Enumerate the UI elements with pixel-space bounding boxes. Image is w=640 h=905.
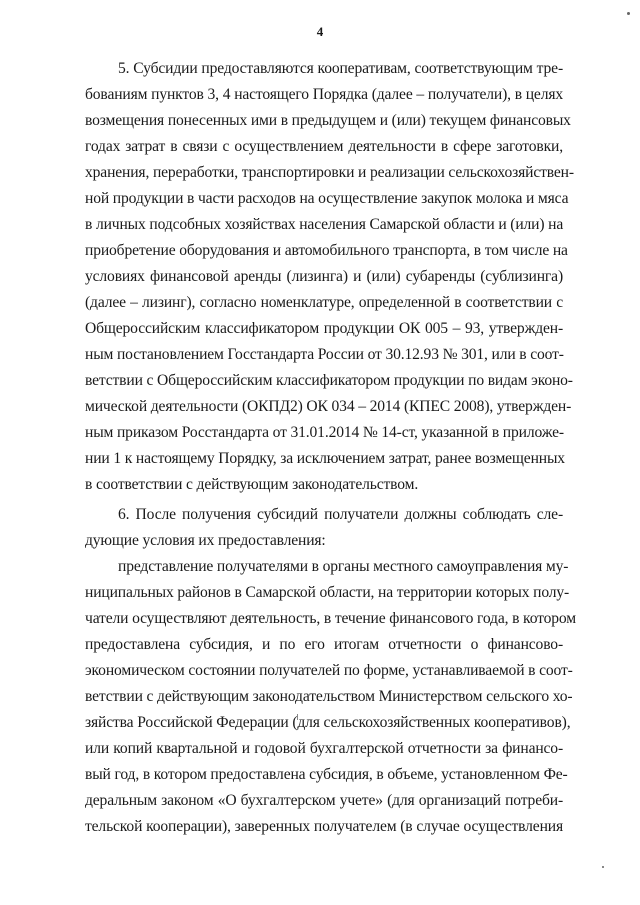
- scan-speck: [627, 12, 630, 15]
- paragraph-7-line: ниципальных районов в Самарской области, на территории которых полу-: [85, 584, 570, 601]
- scan-speck: [602, 866, 604, 868]
- paragraph-5-line: Общероссийским классификатором продукции ОК 005 – 93, утвержден-: [85, 320, 563, 337]
- paragraph-5-line: годах затрат в связи с осуществлением деятельности в сфере заготовки,: [85, 138, 563, 155]
- paragraph-7-line: вый год, в котором предоставлена субсидия, в объеме, установленном Фе-: [85, 766, 568, 783]
- paragraph-7-line: чатели осуществляют деятельность, в течение финансового года, в котором: [85, 610, 576, 627]
- page-number: 4: [316, 24, 324, 39]
- paragraph-5-line: ным постановлением Госстандарта России от 30.12.93 № 301, или в соот-: [85, 346, 564, 363]
- paragraph-7-line: деральным законом «О бухгалтерском учете» (для организаций потреби-: [85, 792, 563, 809]
- paragraph-7-line: или копий квартальной и годовой бухгалтерской отчетности за финансо-: [85, 740, 563, 757]
- paragraph-7-line: ветствии с действующим законодательством Министерством сельского хо-: [85, 688, 573, 705]
- paragraph-6-line: дующие условия их предоставления:: [85, 532, 326, 549]
- paragraph-7-line: экономическом состоянии получателей по форме, устанавливаемой в соот-: [85, 662, 573, 679]
- paragraph-5-line: условиях финансовой аренды (лизинга) и (или) субаренды (сублизинга): [85, 268, 563, 285]
- paragraph-5-line: в соответствии с действующим законодательством.: [85, 476, 419, 493]
- paragraph-5-line: бованиям пунктов 3, 4 настоящего Порядка (далее – получатели), в целях: [85, 86, 563, 103]
- paragraph-5-line: (далее – лизинг), согласно номенклатуре, определенной в соответствии с: [85, 294, 563, 311]
- paragraph-5-line: ным приказом Росстандарта от 31.01.2014 № 14-ст, указанной в приложе-: [85, 424, 564, 441]
- paragraph-5-line: возмещения понесенных ими в предыдущем и (или) текущем финансовых: [85, 112, 571, 129]
- paragraph-5-line: 5. Субсидии предоставляются кооперативам, соответствующим тре-: [118, 60, 563, 77]
- paragraph-5-line: нии 1 к настоящему Порядку, за исключением затрат, ранее возмещенных: [85, 450, 565, 467]
- paragraph-5-line: ветствии с Общероссийским классификатором продукции по видам эконо-: [85, 372, 573, 389]
- paragraph-5-line: хранения, переработки, транспортировки и реализации сельскохозяйствен-: [85, 164, 574, 181]
- paragraph-7-line: предоставлена субсидия, и по его итогам отчетности о финансово-: [85, 636, 563, 653]
- paragraph-5-line: в личных подсобных хозяйствах населения Самарской области и (или) на: [85, 216, 564, 233]
- paragraph-5-line: мической деятельности (ОКПД2) ОК 034 – 2014 (КПЕС 2008), утвержден-: [85, 398, 572, 415]
- paragraph-7-line: тельской кооперации), заверенных получателем (в случае осуществления: [85, 818, 563, 835]
- paragraph-7-line: представление получателями в органы местного самоуправления му-: [118, 558, 569, 575]
- paragraph-5-line: приобретение оборудования и автомобильного транспорта, в том числе на: [85, 242, 568, 259]
- paragraph-5-line: ной продукции в части расходов на осуществление закупок молока и мяса: [85, 190, 569, 207]
- paragraph-6-line: 6. После получения субсидий получатели должны соблюдать сле-: [118, 506, 563, 523]
- paragraph-7-line: зяйства Российской Федерации (для сельскохозяйственных кооперативов),: [85, 714, 571, 731]
